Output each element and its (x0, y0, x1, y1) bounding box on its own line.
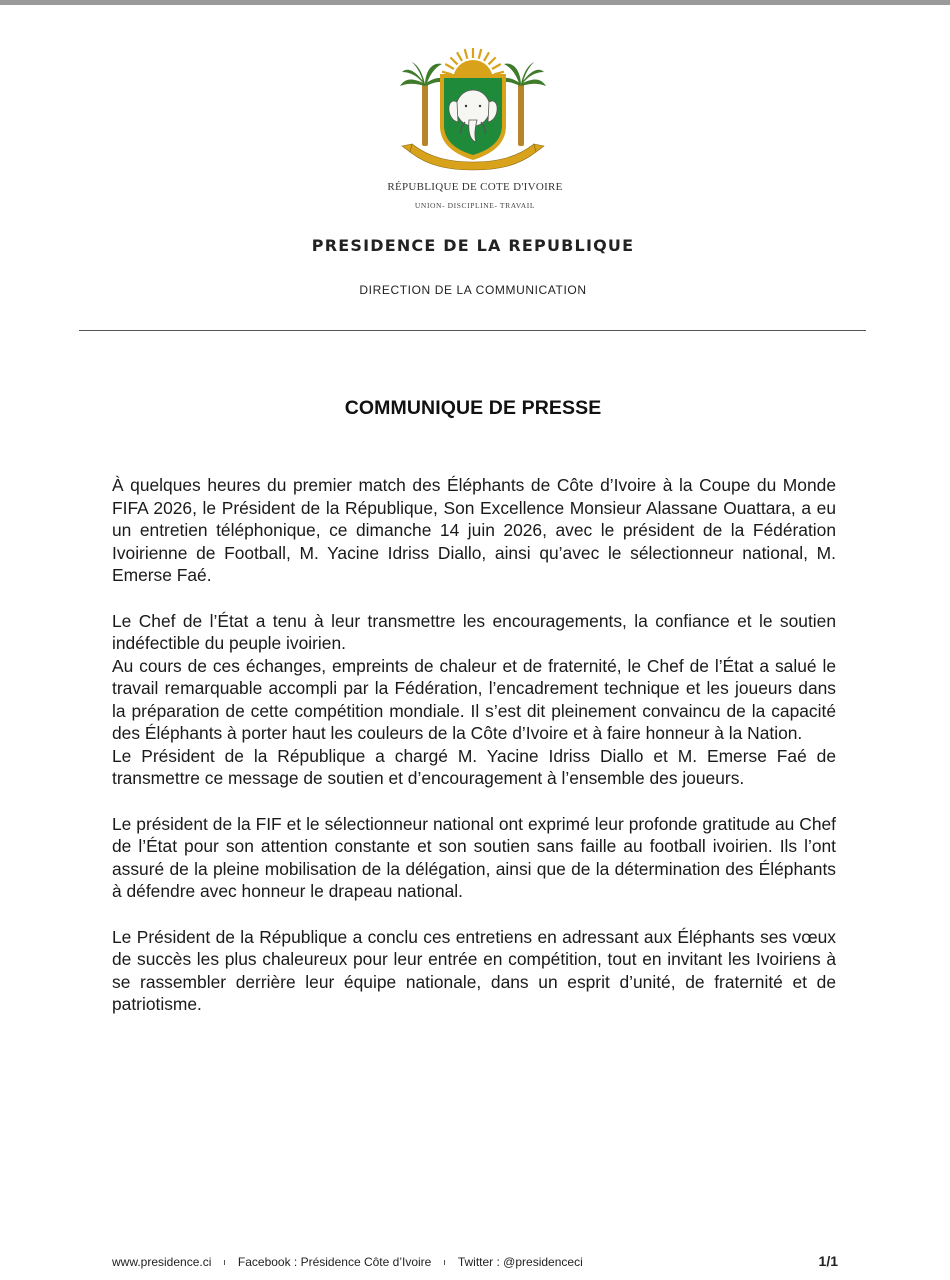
paragraph-2: Le Chef de l’État a tenu à leur transmettre les encouragements, la confiance et le soutien indéfectible du peuple ivoirien. (112, 610, 836, 653)
press-release-body (112, 474, 836, 1016)
document-title: COMMUNIQUE DE PRESSE (344, 397, 602, 419)
sun-ray (492, 64, 501, 69)
footer-separator: ı (223, 1257, 226, 1267)
sun-ray (479, 49, 482, 59)
department-name: DIRECTION DE LA COMMUNICATION (359, 283, 587, 297)
paragraph-gap (112, 587, 836, 610)
page-footer (112, 1255, 838, 1273)
sun-ray (457, 52, 462, 61)
sun-ray (494, 72, 504, 75)
paragraph-4: Le Président de la République a chargé M. Yacine Idriss Diallo et M. Emerse Faé de transmettre ce message de soutien et d’encouragement à l’ensemble des joueurs. (112, 745, 836, 788)
paragraph-5: Le président de la FIF et le sélectionneur national ont exprimé leur profonde gratitude au Chef de l’État pour son attention constante et son soutien sans faille au football ivoirien. Ils l’ont assuré de la pleine mobilisation de la délégation, ainsi que de la détermination des Éléphants à défendre avec honneur le drapeau national. (112, 813, 836, 901)
paragraph-3: Au cours de ces échanges, empreints de chaleur et de fraternité, le Chef de l’État a salué le travail remarquable accompli par la Fédération, l’encadrement technique et les joueurs dans la préparation de cette compétition mondiale. Il s’est dit pleinement convaincu de la capacité des Éléphants à porter haut les couleurs de la Côte d’Ivoire et à faire honneur à la Nation. (112, 655, 836, 743)
sun-ray (442, 72, 452, 75)
footer-twitter: Twitter : @presidenceci (457, 1255, 583, 1269)
paragraph-6: Le Président de la République a conclu ces entretiens en adressant aux Éléphants ses vœux de succès les plus chaleureux pour leur entrée en compétition, tout en invitant les Ivoiriens à se rassembler derrière leur équipe nationale, dans un esprit d’unité, de fraternité et de patriotisme. (112, 926, 836, 1014)
coat-of-arms-emblem (400, 46, 546, 174)
sun-ray (484, 52, 489, 61)
page-number: 1/1 (818, 1253, 838, 1269)
paragraph-gap (112, 903, 836, 926)
national-motto: UNION- DISCIPLINE- TRAVAIL (414, 201, 536, 210)
footer-facebook: Facebook : Présidence Côte d’Ivoire (237, 1255, 432, 1269)
sun-ray (445, 64, 454, 69)
paragraph-gap (112, 790, 836, 813)
sun-ray (450, 57, 457, 64)
sun-ray (489, 57, 496, 64)
footer-website: www.presidence.ci (112, 1255, 212, 1269)
paragraph-1: À quelques heures du premier match des Éléphants de Côte d’Ivoire à la Coupe du Monde FIFA 2026, le Président de la République, Son Excellence Monsieur Alassane Ouattara, a eu un entretien téléphonique, ce dimanche 14 juin 2026, avec le président de la Fédération Ivoirienne de Football, M. Yacine Idriss Diallo, ainsi qu’avec le sélectionneur national, M. Emerse Faé. (112, 475, 836, 585)
republic-name: RÉPUBLIQUE DE COTE D'IVOIRE (387, 181, 563, 193)
header-divider (79, 330, 866, 331)
sun-ray (465, 49, 468, 59)
office-title: PRESIDENCE DE LA REPUBLIQUE (311, 236, 635, 255)
coat-of-arms-svg (400, 46, 546, 174)
top-border-strip (0, 0, 950, 5)
footer-separator: ı (443, 1257, 446, 1267)
